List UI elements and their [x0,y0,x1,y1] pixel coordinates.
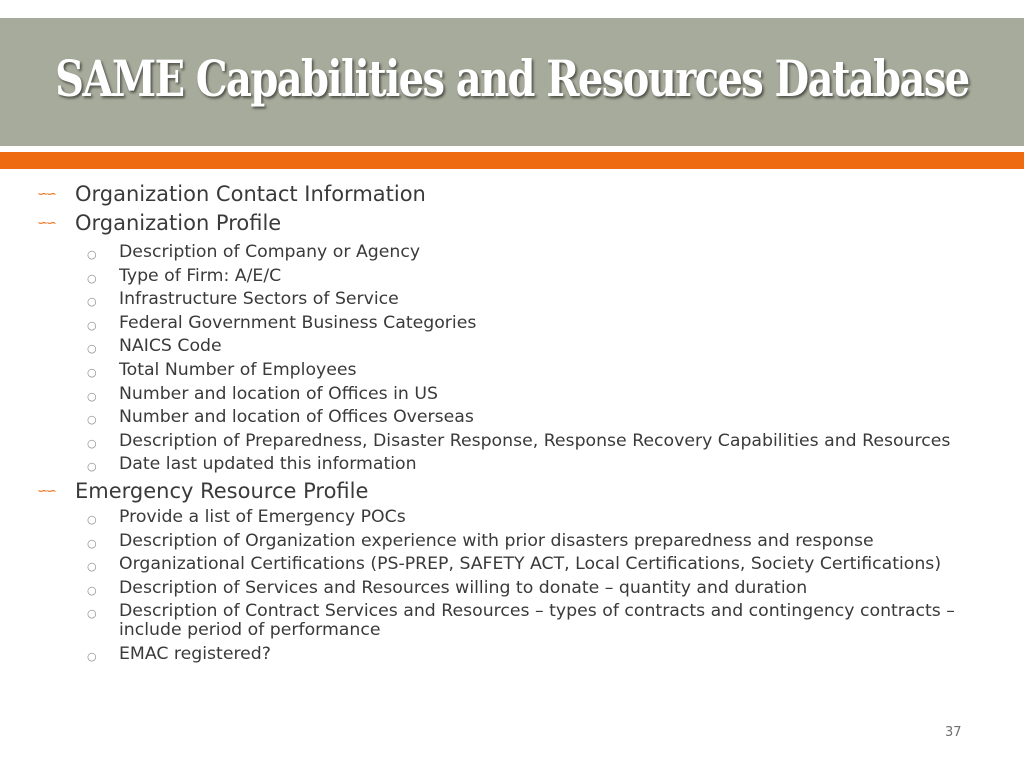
hollow-circle-bullet-icon: ○ [87,560,97,574]
hollow-circle-bullet-icon: ○ [87,248,97,261]
hollow-circle-bullet-icon: ○ [87,460,97,474]
hollow-circle-bullet-icon: ○ [87,271,97,285]
scroll-curl-bullet-icon: ∽∽ [37,187,55,202]
hollow-circle-bullet-icon: ○ [87,318,97,332]
list-item [0,385,1024,404]
section-contact-information [0,180,1024,209]
list-item-text: Number and location of Offices in US [119,383,438,404]
accent-divider [0,152,1024,169]
section-label: Organization Profile [75,211,282,235]
list-item-text: EMAC registered? [119,643,271,664]
section-label: Organization Contact Information [75,182,426,206]
list-item [0,508,1024,527]
hollow-circle-bullet-icon: ○ [87,649,97,663]
list-item [0,314,1024,333]
list-item [0,532,1024,551]
list-item-text: Number and location of Offices Overseas [119,407,474,428]
list-item-text: Federal Government Business Categories [119,312,477,333]
list-item-text: Description of Contract Services and Resources – types of contracts and contingency contracts – include period of performance [119,601,955,641]
slide-title: SAME Capabilities and Resources Database [55,48,969,108]
list-item [0,645,1024,664]
hollow-circle-bullet-icon: ○ [87,365,97,379]
scroll-curl-bullet-icon: ∽∽ [37,483,55,499]
list-item [0,579,1024,598]
list-item-text: Organizational Certifications (PS-PREP, SAFETY ACT, Local Certifications, Society Certifications) [119,554,942,575]
list-item [0,555,1024,574]
list-item-text: NAICS Code [119,336,222,357]
list-item [0,337,1024,356]
section-emergency-resource-profile [0,477,1024,506]
section-organization-profile [0,209,1024,238]
hollow-circle-bullet-icon: ○ [87,436,97,450]
list-item-text: Description of Services and Resources willing to donate – quantity and duration [119,577,808,598]
list-item [0,243,1024,262]
hollow-circle-bullet-icon: ○ [87,607,97,621]
hollow-circle-bullet-icon: ○ [87,413,97,427]
hollow-circle-bullet-icon: ○ [87,536,97,550]
list-item [0,361,1024,380]
list-item [0,408,1024,427]
hollow-circle-bullet-icon: ○ [87,583,97,597]
hollow-circle-bullet-icon: ○ [87,295,97,309]
list-item-text: Provide a list of Emergency POCs [119,506,406,527]
list-item-text: Total Number of Employees [119,359,357,380]
hollow-circle-bullet-icon: ○ [87,512,97,526]
hollow-circle-bullet-icon: ○ [87,389,97,403]
list-item [0,432,1024,451]
title-bar [0,18,1024,146]
list-item [0,290,1024,309]
list-item-text: Description of Organization experience with prior disasters preparedness and response [119,530,874,551]
list-item [0,455,1024,474]
list-item-text: Infrastructure Sectors of Service [119,289,399,310]
list-item-text: Description of Company or Agency [119,242,421,262]
section-label: Emergency Resource Profile [75,478,369,503]
page-number: 37 [945,725,962,740]
list-item-text: Description of Preparedness, Disaster Response, Response Recovery Capabilities and Resources [119,430,951,451]
bullet-list [0,180,1024,669]
list-item-text: Date last updated this information [119,454,417,475]
list-item [0,602,1024,640]
list-item [0,267,1024,286]
list-item-text: Type of Firm: A/E/C [119,265,282,286]
hollow-circle-bullet-icon: ○ [87,342,97,356]
scroll-curl-bullet-icon: ∽∽ [37,216,55,231]
